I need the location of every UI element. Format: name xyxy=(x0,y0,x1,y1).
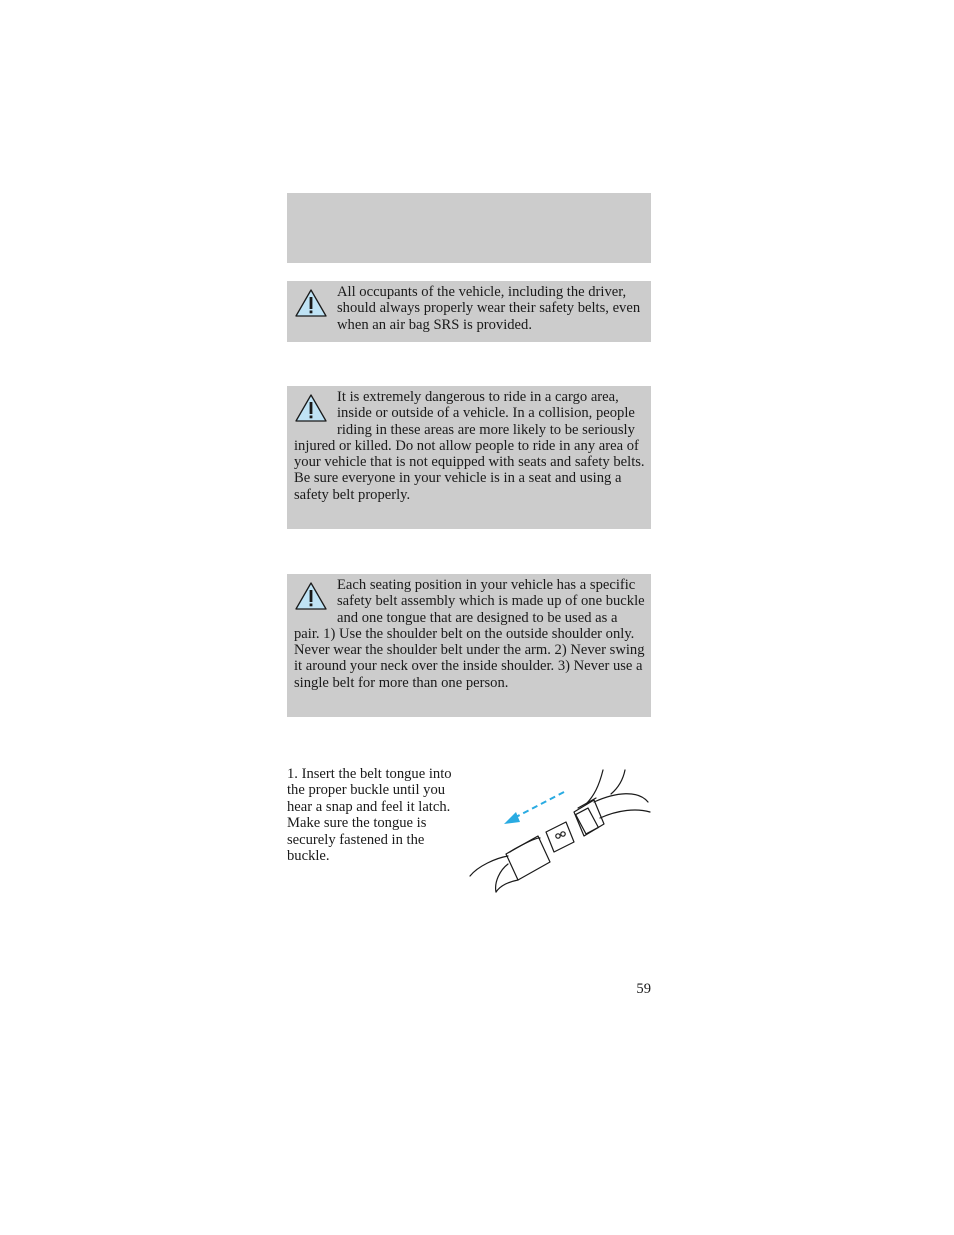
seatbelt-buckle-illustration xyxy=(466,766,654,894)
warning-triangle-icon xyxy=(294,288,328,318)
warning-text: All occupants of the vehicle, including the driver, should always properly wear their safety belts, even when an air bag SRS is provided. xyxy=(337,284,641,333)
header-bar xyxy=(287,193,651,263)
warning-triangle-icon xyxy=(294,393,328,423)
warning-box-belt-assembly xyxy=(287,574,651,717)
warning-box-airbag xyxy=(287,281,651,342)
warning-box-cargo xyxy=(287,386,651,529)
step-1-text: 1. Insert the belt tongue into the proper buckle until you hear a snap and feel it latch. Make sure the tongue is securely fastened in the buckle. xyxy=(287,766,452,865)
warning-triangle-icon xyxy=(294,581,328,611)
warning-text: Each seating position in your vehicle has a specific safety belt assembly which is made up of one buckle and one tongue that are designed to be used as a pair. 1) Use the shoulder belt on the outside shoulder only. Never wear the shoulder belt under the arm. 2) Never swing it around your neck over the inside shoulder. 3) Never use a single belt for more than one person. xyxy=(294,577,645,691)
warning-text: It is extremely dangerous to ride in a cargo area, inside or outside of a vehicle. In a collision, people riding in these areas are more likely to be seriously injured or killed. Do not allow people to ride in any area of your vehicle that is not equipped with seats and safety belts. Be sure everyone in your vehicle is in a seat and using a safety belt properly. xyxy=(294,389,645,503)
page-number: 59 xyxy=(636,981,651,997)
